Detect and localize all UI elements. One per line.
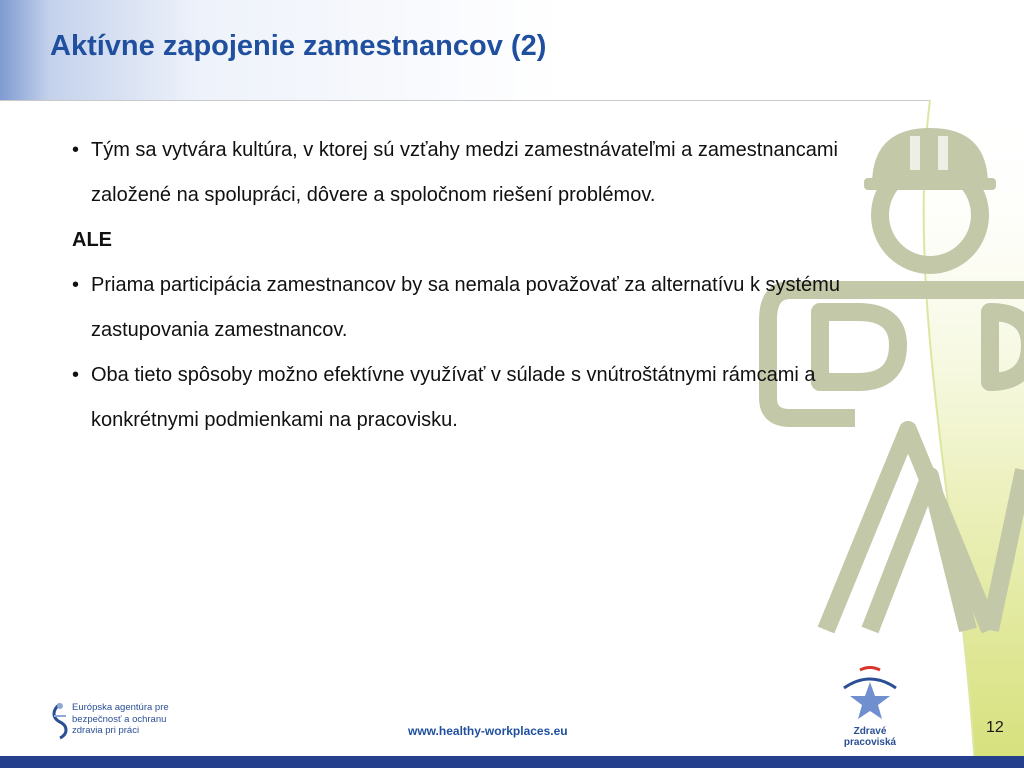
- bullet-item-1: [72, 128, 892, 218]
- bullet-item-2: [72, 263, 892, 353]
- bottom-bar: [0, 756, 1024, 768]
- bullet-marker: •: [72, 364, 80, 386]
- agency-line-2: bezpečnosť a ochranu: [72, 713, 167, 725]
- campaign-name: Zdravé pracoviská: [843, 726, 897, 748]
- agency-logo: [50, 700, 170, 742]
- slide-content: [72, 128, 892, 443]
- campaign-star-icon: [830, 662, 910, 724]
- bullet-text-1: Tým sa vytvára kultúra, v ktorej sú vzťahy medzi zamestnávateľmi a zamestnancami založené na spolupráci, dôvere a spoločnom riešení problémov.: [91, 139, 838, 206]
- ale-label: ALE: [72, 229, 112, 251]
- bullet-marker: •: [72, 274, 80, 296]
- agency-name: [72, 702, 169, 737]
- campaign-logo: [830, 662, 910, 748]
- bullet-text-3: Oba tieto spôsoby možno efektívne využívať v súlade s vnútroštátnymi rámcami a konkrétnymi podmienkami na pracovisku.: [91, 364, 816, 431]
- bullet-text-2: Priama participácia zamestnancov by sa nemala považovať za alternatívu k systému zastupovania zamestnancov.: [91, 274, 840, 341]
- agency-line-1: Európska agentúra pre: [72, 702, 169, 713]
- bullet-item-3: [72, 353, 892, 443]
- bullet-marker: •: [72, 139, 80, 161]
- agency-line-3: zdravia pri práci: [72, 725, 140, 736]
- agency-logo-icon: [50, 702, 70, 740]
- page-title: Aktívne zapojenie zamestnancov (2): [50, 30, 547, 62]
- footer-url: www.healthy-workplaces.eu: [408, 724, 568, 738]
- page-number: 12: [986, 719, 1004, 736]
